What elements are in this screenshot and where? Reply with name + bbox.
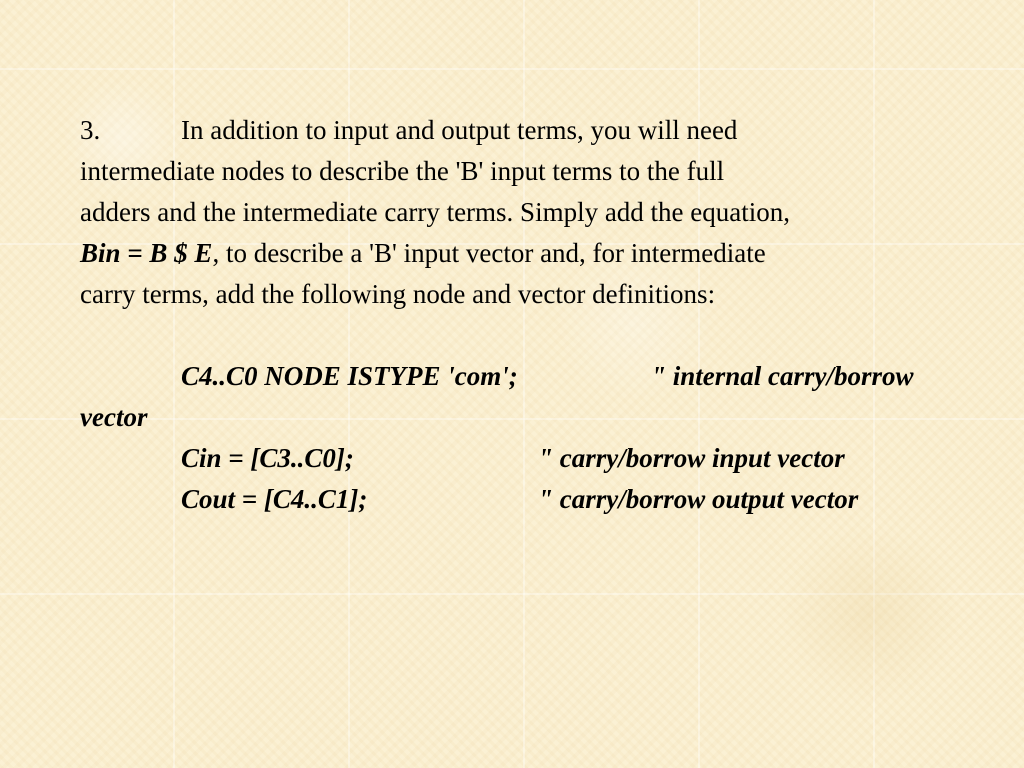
slide-body [80,110,1000,520]
paragraph-text-1: In addition to input and output terms, you will need [181,115,738,145]
paragraph-line-5: carry terms, add the following node and vector definitions: [80,279,716,309]
blank-line [80,315,1000,356]
code-statement: Cin = [C3..C0]; [181,443,354,473]
code-statement: C4..C0 NODE ISTYPE 'com'; [181,361,518,391]
code-comment: " internal carry/borrow [651,361,914,391]
code-line-node [80,356,1000,397]
code-comment: " carry/borrow input vector [538,443,845,473]
code-line-cout [80,479,1000,520]
code-statement: Cout = [C4..C1]; [181,484,368,514]
code-line-cin [80,438,1000,479]
item-number: 3. [80,115,101,145]
equation: Bin = B $ E [80,238,213,268]
paragraph-line-4 [80,233,1000,274]
code-comment: " carry/borrow output vector [538,484,859,514]
paragraph-line-1 [80,110,1000,151]
paragraph-line-2: intermediate nodes to describe the 'B' input terms to the full [80,156,725,186]
paragraph-text-4: , to describe a 'B' input vector and, for intermediate [212,238,766,268]
code-line-wrap: vector [80,402,148,432]
paragraph-line-3: adders and the intermediate carry terms. Simply add the equation, [80,197,791,227]
